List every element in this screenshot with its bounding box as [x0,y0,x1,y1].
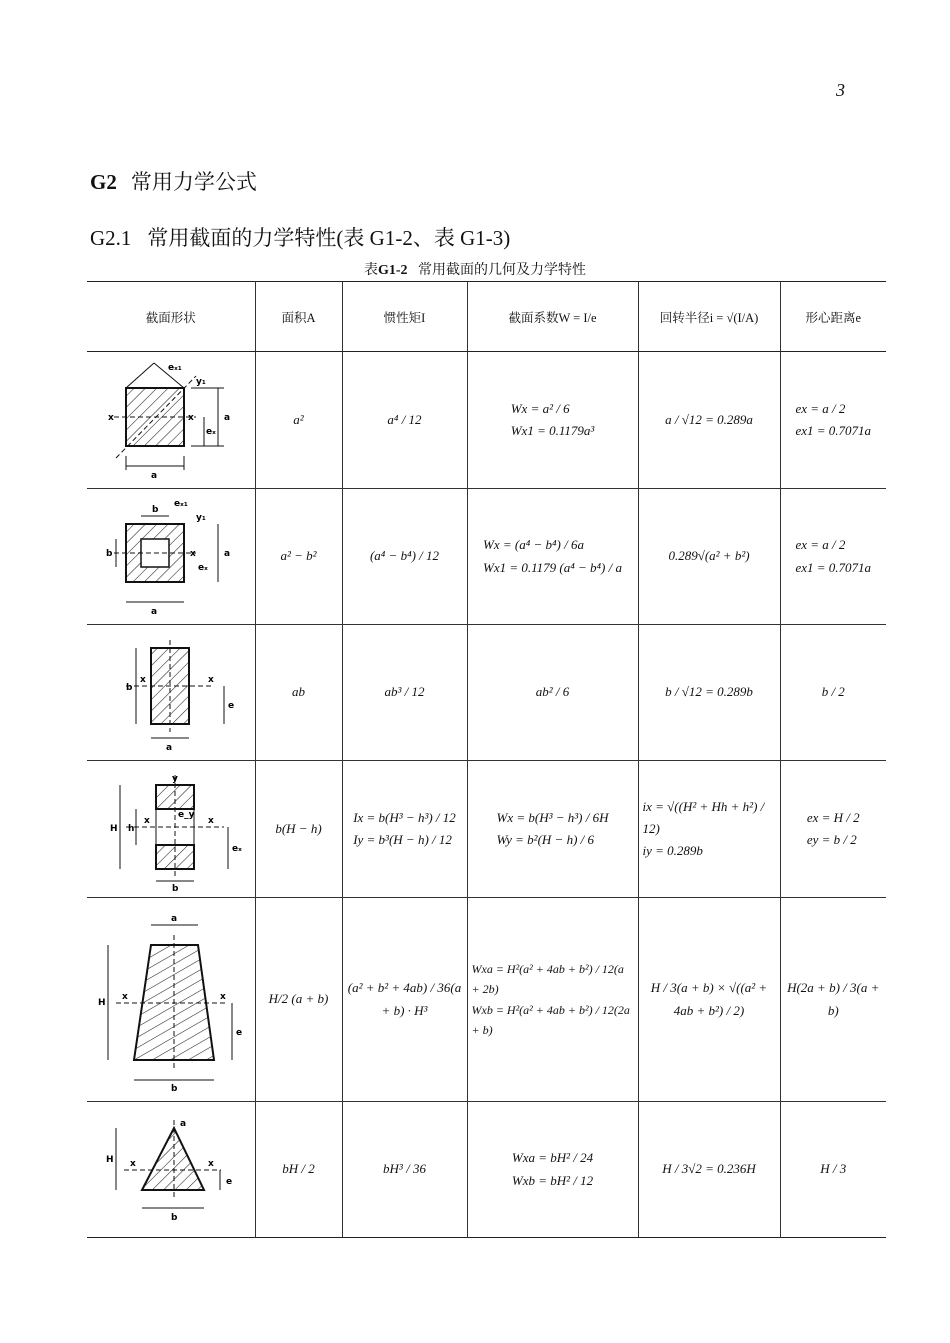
modulus-value: ab² / 6 [535,684,570,700]
label-a: a [179,1118,186,1129]
label-e: e [227,701,234,711]
modulus-cell [467,352,638,489]
centroid-cell [780,489,886,625]
area-value: a² − b² [280,548,317,564]
centroid-value: ex = a / 2 ex1 = 0.7071a [795,400,872,438]
label-b: b [125,683,133,693]
label-b-left: b [105,549,113,559]
radius-value: b / √12 = 0.289b [665,684,753,700]
section-heading [90,166,257,196]
label-x-right: x [207,1158,214,1169]
modulus-value: Wx = a² / 6 Wx1 = 0.1179a³ [510,400,595,438]
modulus-value: Wxa = H²(a² + 4ab + b²) / 12(a + 2b) Wxb = H²(a² + 4ab + b²) / 12(2a + b) [471,961,630,1037]
shape-cell [87,625,255,761]
label-x-right: x [207,815,214,826]
label-x-left: x [107,412,114,423]
radius-cell [638,898,780,1102]
label-a-side: a [223,549,230,559]
label-ex1: eₓ₁ [173,499,188,509]
centroid-value: ex = a / 2 ex1 = 0.7071a [795,537,872,575]
header-inertia: 惯性矩I [342,282,467,352]
label-b: b [170,1212,178,1223]
label-a: a [150,470,157,481]
label-y1: y₁ [195,513,206,523]
centroid-cell [780,761,886,898]
subsection-heading [90,222,510,252]
label-e: e [235,1027,242,1038]
inertia-cell [342,625,467,761]
subsection-title: 常用截面的力学特性(表 G1-2、表 G1-3) [147,226,511,250]
centroid-value: H / 3 [820,1161,847,1177]
label-b: b [170,1083,178,1094]
table-row [87,352,886,489]
area-cell [255,625,342,761]
label-x-right: x [207,675,214,685]
inertia-value: (a² + b² + 4ab) / 36(a + b) · H³ [347,980,462,1018]
label-H: H [97,997,106,1008]
label-y1: y₁ [195,376,206,387]
area-value: b(H − h) [275,820,322,836]
header-area: 面积A [255,282,342,352]
table-row [87,1102,886,1238]
properties-table [87,281,886,1238]
label-a: a [150,607,157,617]
label-x-left: x [143,815,150,826]
caption-prefix: 表 [363,263,378,278]
trapezoid-section-diagram [96,905,246,1095]
subsection-number: G2.1 [90,226,132,250]
radius-cell [638,1102,780,1238]
table-row [87,898,886,1102]
label-b: b [171,883,179,892]
shape-cell [87,761,255,898]
modulus-cell [467,761,638,898]
header-shape: 截面形状 [87,282,255,352]
shape-cell [87,1102,255,1238]
label-x: x [189,549,196,559]
centroid-cell [780,898,886,1102]
caption-id: G1-2 [377,263,408,278]
inertia-value: ab³ / 12 [384,684,425,700]
label-a: a [165,743,172,753]
shape-cell [87,489,255,625]
caption-title: 常用截面的几何及力学特性 [418,263,587,278]
label-ex1: eₓ₁ [167,362,182,373]
header-modulus: 截面系数W = I/e [467,282,638,352]
area-value: H/2 (a + b) [268,991,329,1007]
inertia-value: bH³ / 36 [383,1161,426,1177]
modulus-cell [467,489,638,625]
area-cell [255,1102,342,1238]
label-ex: eₓ [197,563,208,573]
area-value: a² [293,411,304,427]
radius-cell [638,625,780,761]
inertia-value: a⁴ / 12 [387,411,422,427]
square-section-diagram [96,358,246,483]
area-cell [255,761,342,898]
modulus-cell [467,625,638,761]
label-ex: eₓ [231,843,242,854]
label-ey: e_y [177,809,195,820]
section-number: G2 [90,170,117,194]
shape-cell [87,898,255,1102]
inertia-cell [342,352,467,489]
table-row [87,761,886,898]
rectangle-section-diagram [96,630,246,755]
radius-value: ix = √((H² + Hh + h²) / 12) iy = 0.289b [642,798,765,859]
header-centroid: 形心距离e [780,282,886,352]
label-x-right: x [219,991,226,1002]
label-x-right: x [187,412,194,423]
modulus-cell [467,898,638,1102]
radius-cell [638,352,780,489]
label-H: H [105,1154,114,1165]
radius-cell [638,761,780,898]
triangle-section-diagram [96,1110,246,1230]
area-cell [255,898,342,1102]
label-h: h [127,823,135,834]
radius-cell [638,489,780,625]
radius-value: H / 3√2 = 0.236H [662,1161,756,1177]
label-x-left: x [139,675,146,685]
table-caption [0,259,950,279]
centroid-value: b / 2 [821,684,845,700]
table-row [87,625,886,761]
modulus-value: Wxa = bH² / 24 Wxb = bH² / 12 [511,1150,594,1188]
area-value: bH / 2 [282,1161,315,1177]
modulus-value: Wx = b(H³ − h³) / 6H Wy = b²(H − h) / 6 [496,809,609,847]
label-H: H [109,823,118,834]
centroid-value: H(2a + b) / 3(a + b) [787,980,880,1018]
page-number: 3 [836,80,845,100]
label-a-side: a [223,412,230,423]
inertia-cell [342,898,467,1102]
label-e: e [225,1176,232,1187]
modulus-cell [467,1102,638,1238]
inertia-cell [342,761,467,898]
inertia-cell [342,489,467,625]
radius-value: a / √12 = 0.289a [665,411,753,427]
label-b-top: b [151,505,159,515]
inertia-cell [342,1102,467,1238]
shape-cell [87,352,255,489]
modulus-value: Wx = (a⁴ − b⁴) / 6a Wx1 = 0.1179 (a⁴ − b⁴) / a [483,537,622,575]
area-cell [255,352,342,489]
label-a: a [170,913,177,924]
inertia-value: (a⁴ − b⁴) / 12 [369,548,440,564]
centroid-cell [780,352,886,489]
area-cell [255,489,342,625]
inertia-value: Ix = b(H³ − h³) / 12 Iy = b³(H − h) / 12 [353,809,456,847]
header-row [87,282,886,352]
split-rectangle-diagram [96,767,246,892]
radius-value: 0.289√(a² + b²) [668,548,750,564]
area-value: ab [292,684,305,700]
label-y-top: y [171,773,178,784]
centroid-cell [780,625,886,761]
label-x-left: x [129,1158,136,1169]
hollow-square-diagram [96,494,246,619]
section-title: 常用力学公式 [130,170,257,194]
radius-value: H / 3(a + b) × √((a² + 4ab + b²) / 2) [650,980,768,1018]
label-ex: eₓ [205,426,216,437]
centroid-value: ex = H / 2 ey = b / 2 [806,809,860,847]
header-radius: 回转半径i = √(I/A) [638,282,780,352]
label-x-left: x [121,991,128,1002]
table-row [87,489,886,625]
centroid-cell [780,1102,886,1238]
